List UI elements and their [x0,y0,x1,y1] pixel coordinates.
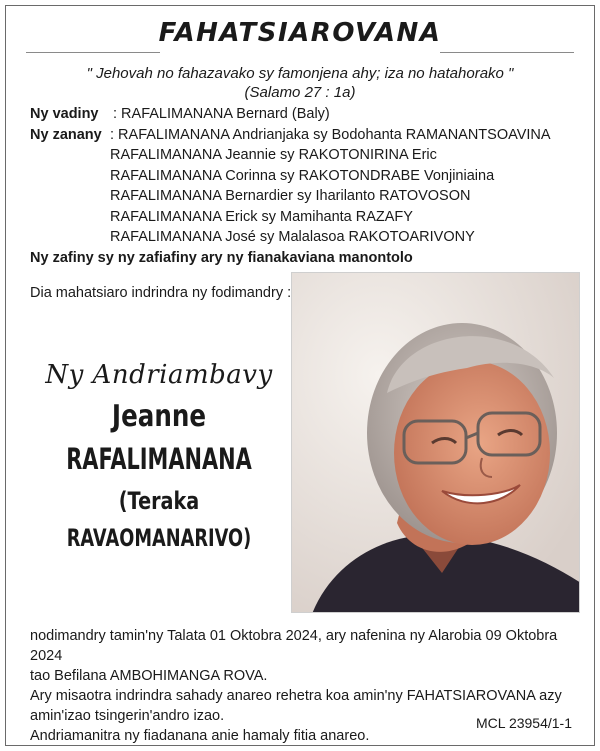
child-entry: RAFALIMANANA Jeannie sy RAKOTONIRINA Eric [110,147,437,163]
child-entry: RAFALIMANANA Corinna sy RAKOTONDRABE Vonjiniaina [110,167,495,184]
child-entry: RAFALIMANANA Erick sy Mamihanta RAZAFY [110,208,413,225]
grandchildren-line: Ny zafiny sy ny zafiafiny ary ny fianakaviana manontolo [30,249,413,266]
children-row [30,125,590,146]
child-entry: RAFALIMANANA Bernardier sy Iharilanto RATOVOSON [110,188,471,204]
footer-line-3: Ary misaotra indrindra sahady anareo rehetra koa amin'ny FAHATSIAROVANA azy amin'izao tsingerin'andro izao. [30,688,562,724]
maiden-name: RAVAOMANARIVO) [66,524,252,553]
notice-title: FAHATSIAROVANA [158,18,442,48]
footer-line-4: Andriamanitra ny fiadanana anie hamaly fitia anareo. [30,728,370,744]
footer-line-1: nodimandry tamin'ny Talata 01 Oktobra 2024, ary nafenina ny Alarobia 09 Oktobra 2024 [30,628,558,664]
spouse-label: Ny vadiny [30,106,99,122]
children-label: Ny zanany [30,126,102,143]
verse-text: " Jehovah no fahazavako sy famonjena ahy; iza no hatahorako " [86,65,514,82]
child-entry: RAFALIMANANA José sy Malalasoa RAKOTOARIVONY [110,229,475,245]
bible-verse [0,64,600,102]
footer-line-2: tao Befilana AMBOHIMANGA ROVA. [30,668,268,684]
teraka-label: (Teraka [118,486,200,515]
portrait-photo [291,272,580,613]
family-list [30,104,590,268]
first-name: Jeanne [111,399,207,434]
last-name: RAFALIMANANA [66,441,252,476]
portrait-illustration [292,273,580,613]
reference-code: MCL 23954/1-1 [476,715,572,731]
spouse-row [30,104,590,125]
children-first: : RAFALIMANANA Andrianjaka sy Bodohanta RAMANANTSOAVINA [110,126,551,143]
intro-text: Dia mahatsiaro indrindra ny fodimandry : [30,285,292,301]
verse-reference: (Salamo 27 : 1a) [244,84,356,101]
spouse-value: : RAFALIMANANA Bernard (Baly) [113,106,330,122]
honorific: Ny Andriambavy [45,360,273,390]
deceased-name-block [30,360,288,553]
